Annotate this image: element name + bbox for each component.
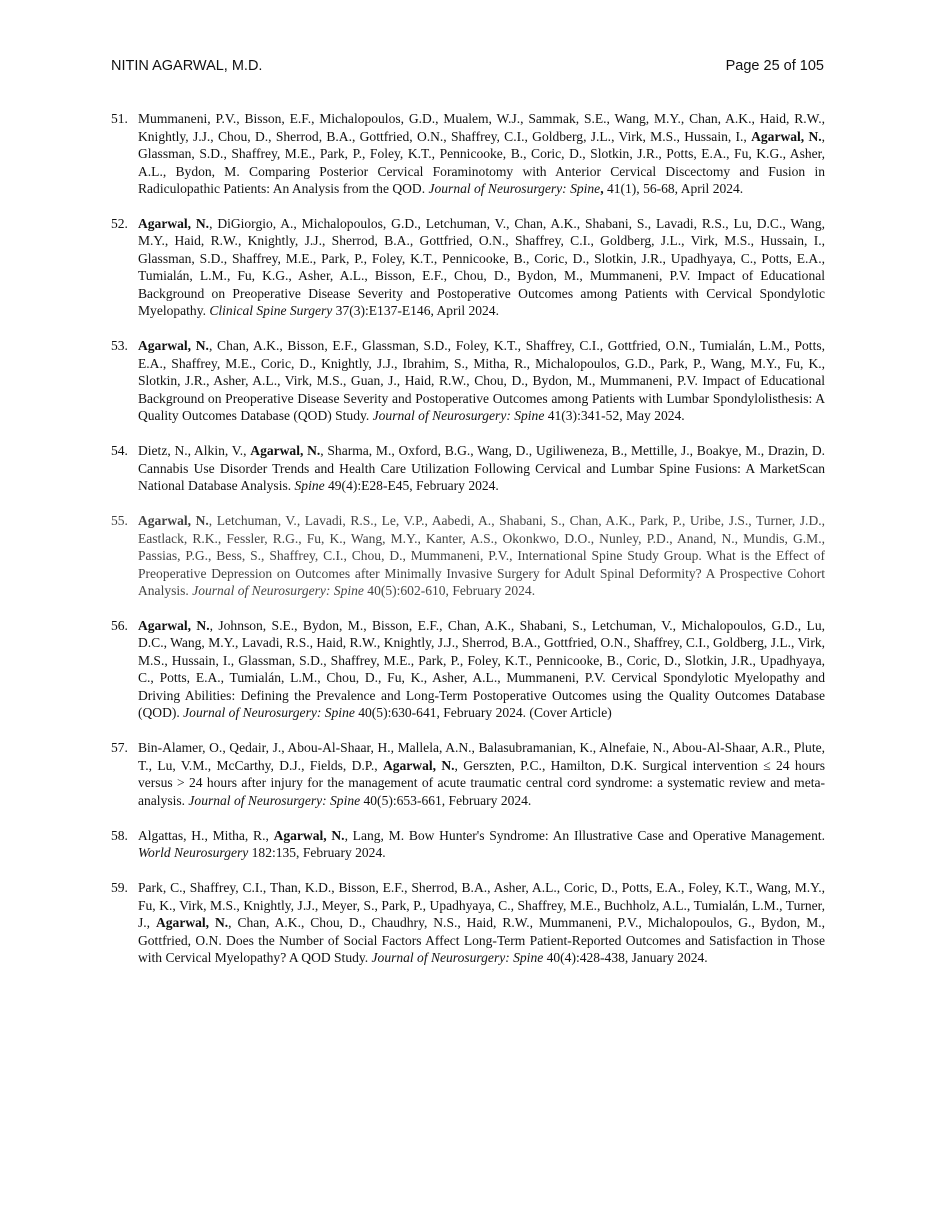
reference-citation: 49(4):E28-E45, February 2024. — [324, 478, 499, 494]
reference-item — [111, 827, 825, 862]
reference-authors-before: Park, C., Shaffrey, C.I., Than, K.D., Bisson, E.F., Sherrod, B.A., Asher, A.L., Coric, D., Potts, E.A., Foley, K.T., Wang, M.Y., Fu, K., Virk, M.S., Knightly, J.J., Meyer, S., Park, P., Upadhyaya, C., Shaffrey, M.E., Buchholz, A.L., Tumialán, L.M., Turner, J., — [138, 880, 825, 931]
reference-number: 57. — [111, 740, 128, 756]
reference-item — [111, 512, 825, 600]
reference-body: , Glassman, S.D., Shaffrey, M.E., Park, P., Foley, K.T., Pennicooke, B., Coric, D., Slotkin, J.R., Potts, E.A., Fu, K.G., Asher, A.L., Bydon, M. Comparing Posterior Cervical Foraminotomy with Anterior Cervical Discectomy and Fusion in Radiculopathic Patients: An Analysis from the QOD. — [138, 128, 826, 196]
reference-highlight-author: Agarwal, N. — [155, 915, 229, 931]
reference-journal: Journal of Neurosurgery: Spine — [188, 792, 361, 808]
reference-text — [138, 879, 825, 967]
reference-text — [138, 739, 825, 809]
reference-highlight-author: Agarwal, N. — [382, 757, 455, 773]
reference-citation: 37(3):E137-E146, April 2024. — [332, 303, 499, 319]
reference-number: 58. — [111, 827, 128, 843]
header-page-number: Page 25 of 105 — [725, 58, 824, 74]
reference-item — [111, 215, 825, 320]
reference-journal: World Neurosurgery — [138, 845, 249, 861]
reference-item — [111, 337, 825, 425]
reference-text — [138, 442, 825, 495]
reference-text — [138, 617, 825, 722]
reference-journal: Journal of Neurosurgery: Spine — [428, 181, 601, 196]
reference-list — [111, 110, 825, 984]
reference-citation: 182:135, February 2024. — [248, 845, 386, 861]
reference-text — [138, 512, 825, 600]
reference-highlight-author: Agarwal, N. — [138, 513, 209, 529]
reference-number: 52. — [111, 215, 128, 231]
reference-item — [111, 110, 825, 198]
reference-journal: Spine — [294, 478, 325, 494]
reference-body: , Lang, M. Bow Hunter's Syndrome: An Illustrative Case and Operative Management. — [344, 827, 825, 843]
reference-journal: Journal of Neurosurgery: Spine — [371, 950, 544, 966]
reference-body: , Letchuman, V., Lavadi, R.S., Le, V.P., Aabedi, A., Shabani, S., Chan, A.K., Park, P., Uribe, J.S., Turner, J.D., Eastlack, R.K., Fessler, R.G., Fu, K., Wang, M.Y., Kanter, A.S., Okonkwo, D.O., Nunley, P.D., Anand, N., Mundis, G.M., Passias, P.G., Bess, S., Shaffrey, C.I., Chou, D., Mummaneni, P.V., International Spine Study Group. What is the Effect of Preoperative Depression on Outcomes after Minimally Invasive Surgery for Adult Spinal Deformity? A Prospective Cohort Analysis. — [138, 513, 826, 599]
reference-body: , Chan, A.K., Bisson, E.F., Glassman, S.D., Foley, K.T., Shaffrey, C.I., Gottfried, O.N., Tumialán, L.M., Potts, E.A., Shaffrey, M.E., Coric, D., Knightly, J.J., Ibrahim, S., Mitha, R., Michalopoulos, G.D., Park, P., Wang, M.Y., Fu, K., Slotkin, J.R., Asher, A.L., Virk, M.S., Guan, J., Haid, R.W., Chou, D., Bydon, M., Mummaneni, P.V. Impact of Educational Background on Preoperative Disease Severity and Postoperative Outcomes among Patients with Lumbar Spondylolisthesis: A Quality Outcomes Database (QOD) Study. — [138, 338, 825, 424]
reference-highlight-author: Agarwal, N. — [273, 827, 345, 843]
reference-highlight-author: Agarwal, N. — [751, 128, 822, 144]
reference-authors-before: Bin-Alamer, O., Qedair, J., Abou-Al-Shaar, H., Mallela, A.N., Balasubramanian, K., Alnefaie, N., Abou-Al-Shaar, A.R., Plute, T., Lu, V.M., McCarthy, D.J., Fields, D.P., — [138, 740, 825, 773]
reference-comma: , — [600, 181, 604, 196]
reference-item — [111, 879, 825, 967]
reference-body: , Sharma, M., Oxford, B.G., Wang, D., Ugiliweneza, B., Mettille, J., Boakye, M., Drazin, D. Cannabis Use Disorder Trends and Health Care Utilization Following Cervical and Lumbar Spine Fusions: A MarketScan National Database Analysis. — [138, 443, 826, 494]
reference-highlight-author: Agarwal, N. — [138, 617, 210, 633]
reference-text — [138, 337, 825, 425]
reference-body: , Chan, A.K., Chou, D., Chaudhry, N.S., Haid, R.W., Mummaneni, P.V., Michalopoulos, G., Bydon, M., Gottfried, O.N. Does the Number of Social Factors Affect Long-Term Patient-Reported Outcomes and Satisfaction in Those with Cervical Myelopathy? A QOD Study. — [138, 915, 826, 966]
reference-item — [111, 739, 825, 809]
reference-text — [138, 110, 825, 198]
reference-authors-before: Dietz, N., Alkin, V., — [138, 443, 251, 459]
reference-citation: 40(5):630-641, February 2024. (Cover Article) — [354, 705, 612, 721]
reference-authors-before: Algattas, H., Mitha, R., — [138, 827, 274, 843]
reference-citation: 40(4):428-438, January 2024. — [543, 950, 708, 966]
reference-number: 51. — [111, 111, 128, 126]
reference-item — [111, 442, 825, 495]
reference-text — [138, 827, 825, 862]
reference-journal: Journal of Neurosurgery: Spine — [183, 705, 355, 721]
reference-number: 54. — [111, 443, 128, 459]
reference-citation: 41(3):341-52, May 2024. — [544, 408, 685, 424]
reference-journal: Journal of Neurosurgery: Spine — [192, 583, 364, 599]
reference-number: 53. — [111, 338, 128, 354]
reference-citation: 40(5):602-610, February 2024. — [363, 583, 536, 599]
reference-highlight-author: Agarwal, N. — [138, 215, 210, 231]
reference-highlight-author: Agarwal, N. — [138, 338, 209, 354]
reference-number: 56. — [111, 617, 128, 633]
reference-citation: 41(1), 56-68, April 2024. — [603, 181, 744, 196]
reference-journal: Clinical Spine Surgery — [209, 303, 333, 319]
reference-body: , DiGiorgio, A., Michalopoulos, G.D., Letchuman, V., Chan, A.K., Shabani, S., Lavadi, R.S., Lu, D.C., Wang, M.Y., Haid, R.W., Knightly, J.J., Sherrod, B.A., Gottfried, O.N., Shaffrey, C.I., Goldberg, J.L., Virk, M.S., Hussain, I., Glassman, S.D., Shaffrey, M.E., Park, P., Foley, K.T., Pennicooke, B., Coric, D., Slotkin, J.R., Upadhyaya, C., Potts, E.A., Tumialán, L.M., Fu, K.G., Asher, A.L., Bisson, E.F., Chou, D., Bydon, M., Mummaneni, P.V. Impact of Educational Background on Preoperative Disease Severity and Postoperative Outcomes among Patients with Cervical Spondylotic Myelopathy. — [138, 215, 825, 319]
reference-body: , Gerszten, P.C., Hamilton, D.K. Surgical intervention ≤ 24 hours versus > 24 hours after injury for the management of acute traumatic central cord syndrome: a systematic review and meta-analysis. — [138, 757, 826, 808]
reference-text — [138, 215, 825, 320]
reference-authors-before: Mummaneni, P.V., Bisson, E.F., Michalopoulos, G.D., Mualem, W.J., Sammak, S.E., Wang, M.Y., Chan, A.K., Haid, R.W., Knightly, J.J., Chou, D., Sherrod, B.A., Gottfried, O.N., Shaffrey, C.I., Goldberg, J.L., Virk, M.S., Hussain, I., — [138, 111, 825, 144]
reference-body: , Johnson, S.E., Bydon, M., Bisson, E.F., Chan, A.K., Shabani, S., Letchuman, V., Michalopoulos, G.D., Lu, D.C., Wang, M.Y., Lavadi, R.S., Haid, R.W., Knightly, J.J., Sherrod, B.A., Gottfried, O.N., Shaffrey, C.I., Goldberg, J.L., Virk, M.S., Hussain, I., Glassman, S.D., Shaffrey, M.E., Park, P., Foley, K.T., Pennicooke, B., Coric, D., Slotkin, J.R., Upadhyaya, C., Potts, E.A., Tumialán, L.M., Chou, D., Fu, K., Asher, A.L., Mummaneni, P.V. Cervical Spondylotic Myelopathy and Driving Abilities: Defining the Prevalence and Long-Term Postoperative Outcomes using the Quality Outcomes Database (QOD). — [138, 617, 825, 721]
reference-item — [111, 617, 825, 722]
reference-journal: Journal of Neurosurgery: Spine — [372, 408, 545, 424]
reference-highlight-author: Agarwal, N. — [250, 443, 321, 459]
reference-number: 59. — [111, 880, 128, 896]
header-author: NITIN AGARWAL, M.D. — [111, 58, 263, 74]
reference-number: 55. — [111, 513, 128, 529]
reference-citation: 40(5):653-661, February 2024. — [360, 792, 532, 808]
